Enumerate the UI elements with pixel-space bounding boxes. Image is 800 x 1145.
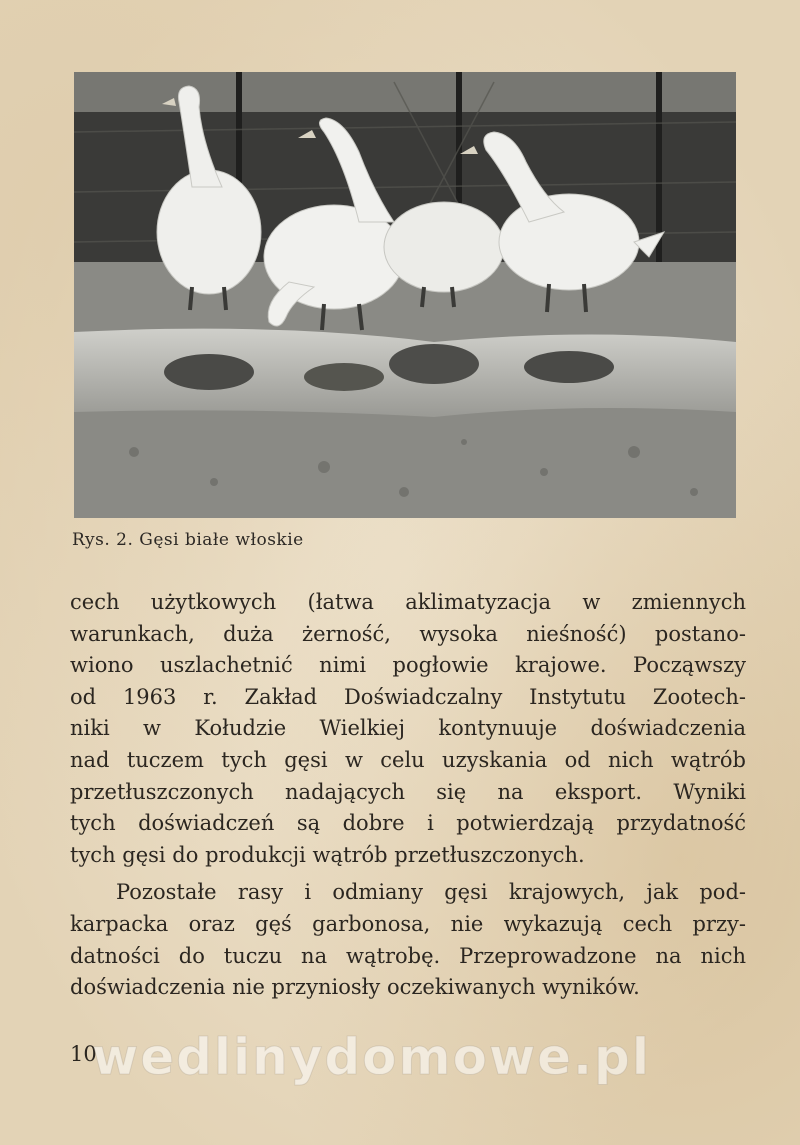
body-text [70,587,746,1004]
text-line: tych doświadczeń są dobre i potwierdzają przydatność [70,811,746,836]
paragraph-1 [70,587,746,871]
text-line: karpacka oraz gęś garbonosa, nie wykazują cech przy- [70,911,746,936]
text-line: wiono uszlachetnić nimi pogłowie krajowe. Począwszy [70,653,746,678]
figure-caption: Rys. 2. Gęsi białe włoskie [72,530,304,550]
watermark: wedlinydomowe.pl [92,1028,651,1086]
text-line: nad tuczem tych gęsi w celu uzyskania od nich wątrób [70,747,746,772]
text-line: od 1963 r. Zakład Doświadczalny Instytutu Zootech- [70,684,746,709]
paragraph-2 [70,877,746,1003]
text-line: warunkach, duża żerność, wysoka nieśność) postano- [70,621,746,646]
white-geese-photo [74,72,736,518]
text-line: przetłuszczonych nadających się na eksport. Wyniki [70,779,746,804]
text-line: niki w Kołudzie Wielkiej kontynuuje doświadczenia [70,716,746,741]
text-line: datności do tuczu na wątrobę. Przeprowadzone na nich [70,943,746,968]
text-line: tych gęsi do produkcji wątrób przetłuszczonych. [70,842,585,867]
text-line: cech użytkowych (łatwa aklimatyzacja w zmiennych [70,590,746,614]
text-line: Pozostałe rasy i odmiany gęsi krajowych, jak pod- [116,880,746,905]
text-line: doświadczenia nie przyniosły oczekiwanych wyników. [70,975,640,1000]
page-number: 10 [70,1042,97,1066]
